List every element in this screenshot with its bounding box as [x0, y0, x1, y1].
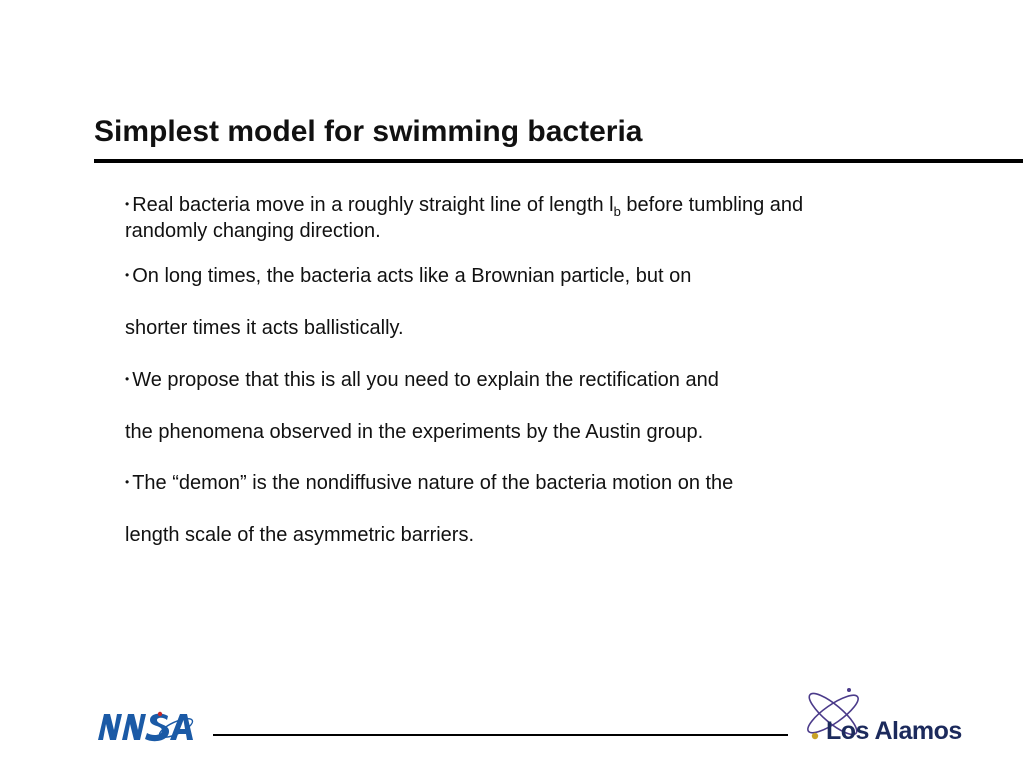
bullet-item: [125, 262, 855, 341]
bullet-text: The “demon” is the nondiffusive nature of the bacteria motion on the: [132, 472, 734, 494]
bullet-text: We propose that this is all you need to explain the rectification and: [132, 369, 719, 391]
bullet-item: [125, 191, 855, 244]
bullet-item: [125, 366, 855, 445]
bullet-marker: •: [125, 197, 130, 211]
bullet-text: Real bacteria move in a roughly straight line of length l: [132, 194, 614, 216]
bullet-text-continued: length scale of the asymmetric barriers.: [125, 524, 475, 546]
los-alamos-wordmark: Los Alamos: [826, 717, 962, 745]
footer-divider: [213, 734, 788, 736]
bullet-marker: •: [125, 372, 130, 386]
bullet-item: [125, 469, 855, 548]
bullet-text-continued: shorter times it acts ballistically.: [125, 317, 404, 339]
bullet-marker: •: [125, 475, 130, 489]
bullet-subscript: b: [613, 204, 621, 219]
bullet-text-continued: before tumbling and randomly changing direction.: [125, 194, 804, 242]
bullet-text-continued: the phenomena observed in the experiments by the Austin group.: [125, 421, 704, 443]
title-divider: [94, 159, 1023, 163]
bullet-text: On long times, the bacteria acts like a Brownian particle, but on: [132, 265, 692, 287]
nnsa-logo: [96, 706, 196, 746]
slide-title: Simplest model for swimming bacteria: [94, 115, 643, 148]
bullet-marker: •: [125, 268, 130, 282]
